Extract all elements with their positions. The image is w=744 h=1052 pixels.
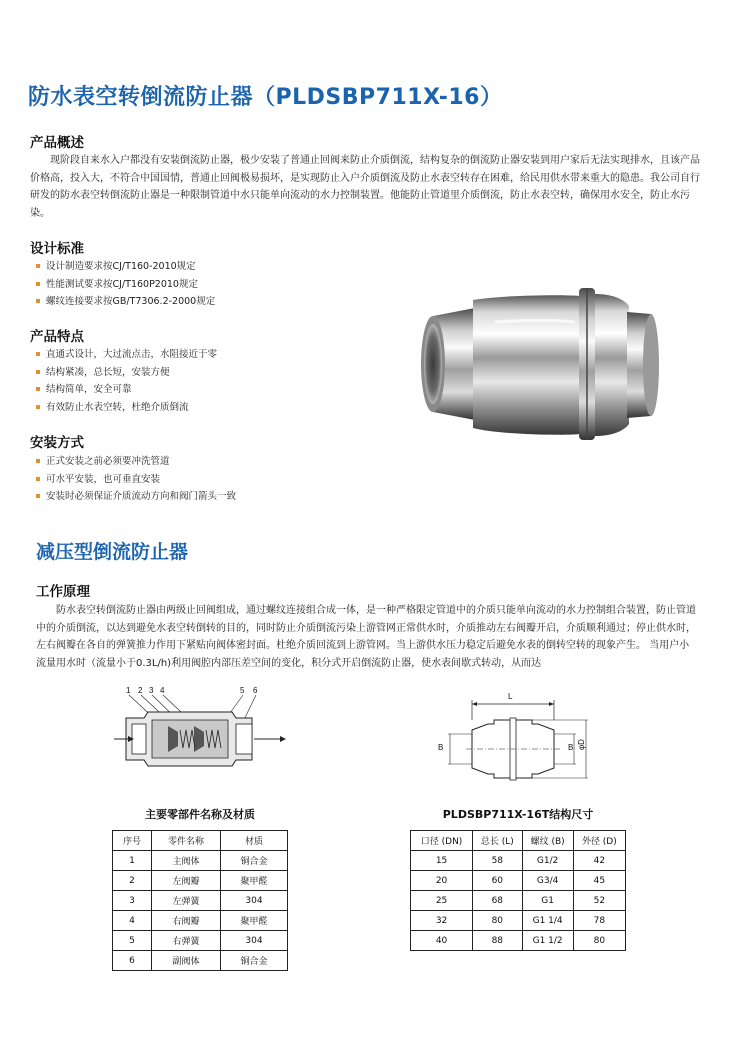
- bullet-icon: [36, 352, 40, 356]
- table-header: 口径 (DN): [411, 831, 473, 851]
- callout-label: 1: [126, 686, 131, 695]
- page-title: 防水表空转倒流防止器（PLDSBP711X-16）: [28, 85, 503, 110]
- table-row: 25 68 G1 52: [411, 891, 626, 911]
- callout-label: 4: [160, 686, 165, 695]
- list-item: 结构紧凑，总长短，安装方便: [36, 364, 217, 382]
- principle-text: 防水表空转倒流防止器由两级止回阀组成，通过螺纹连接组合成一体，是一种严格限定管道中的介质只能单向流动的水力控制组合装置，防止管道中的介质倒流，以达到避免水表空转倒转的目的，同时防止介质倒流污染上游管网正常供水时，介质推动左右阀瓣开启，介质顺利通过；停止供水时，左右阀瓣在各自的弹簧推力作用下紧贴向阀体密封面。杜绝介质回流到上游管网。当上游供水压力稳定后避免水表的倒转空转的现象产生。 当用户小流量用水时（流量小于0.3L/h)利用阀腔内部压差空间的变化，积分式开启倒流防止器，使水表间歇式转动，从而达: [36, 605, 696, 669]
- features-list: [36, 346, 217, 416]
- bullet-icon: [36, 477, 40, 481]
- valve-product-image: [405, 278, 673, 448]
- dimension-drawing: [436, 690, 592, 786]
- table-header: 总长 (L): [473, 831, 522, 851]
- bullet-icon: [36, 264, 40, 268]
- overview-heading: 产品概述: [30, 135, 84, 151]
- list-item: 安装时必须保证介质流动方向和阀门箭头一致: [36, 488, 236, 506]
- design-standard-heading: 设计标准: [30, 241, 84, 257]
- callout-label: 3: [149, 686, 154, 695]
- dim-label-D: φD: [577, 739, 586, 750]
- table-header: 序号: [113, 831, 152, 851]
- table-header-row: [411, 831, 626, 851]
- bullet-icon: [36, 282, 40, 286]
- table-row: 40 88 G1 1/2 80: [411, 931, 626, 951]
- list-item: 螺纹连接要求按GB/T7306.2-2000规定: [36, 293, 215, 311]
- table-header-row: [113, 831, 288, 851]
- cross-section-diagram: [112, 684, 290, 784]
- installation-list: [36, 453, 236, 506]
- callout-label: 5: [240, 686, 245, 695]
- section-title: 减压型倒流防止器: [36, 541, 189, 563]
- bullet-icon: [36, 299, 40, 303]
- overview-paragraph: [30, 152, 702, 222]
- table-row: 6 副阀体 铜合金: [113, 951, 288, 971]
- list-item: 可水平安装，也可垂直安装: [36, 471, 236, 489]
- callout-label: 2: [138, 686, 143, 695]
- parts-table-caption: 主要零部件名称及材质: [145, 808, 255, 821]
- table-row: 3 左弹簧 304: [113, 891, 288, 911]
- size-table: [410, 830, 626, 951]
- table-header: 外径 (D): [573, 831, 625, 851]
- bullet-icon: [36, 405, 40, 409]
- bullet-icon: [36, 494, 40, 498]
- table-row: 32 80 G1 1/4 78: [411, 911, 626, 931]
- list-item: 结构简单，安全可靠: [36, 381, 217, 399]
- list-item: 设计制造要求按CJ/T160-2010规定: [36, 258, 215, 276]
- table-row: 20 60 G3/4 45: [411, 871, 626, 891]
- bullet-icon: [36, 387, 40, 391]
- bullet-icon: [36, 459, 40, 463]
- dim-label-B-right: B: [568, 743, 574, 752]
- parts-table: [112, 830, 288, 971]
- principle-heading: 工作原理: [36, 584, 90, 600]
- overview-text: 现阶段自来水入户都没有安装倒流防止器，极少安装了普通止回阀来防止介质倒流，结构复杂的倒流防止器安装到用户家后无法实现排水，且该产品价格高，投入大，不符合中国国情，普通止回阀极易损坏，是实现防止入户介质倒流及防止水表空转存在困难，给民用供水带来重大的隐患。我公司自行研发的防水表空转倒流防止器是一种限制管道中水只能单向流动的水力控制装置。他能防止管道里介质倒流，防止水表空转，确保用水安全，防止水污染。: [30, 155, 700, 219]
- list-item: 性能测试要求按CJ/T160P2010规定: [36, 276, 215, 294]
- table-row: 5 右弹簧 304: [113, 931, 288, 951]
- list-item: 有效防止水表空转，杜绝介质倒流: [36, 399, 217, 417]
- table-header: 零件名称: [152, 831, 221, 851]
- features-heading: 产品特点: [30, 329, 84, 345]
- principle-paragraph: [36, 602, 696, 672]
- table-row: 4 右阀瓣 聚甲醛: [113, 911, 288, 931]
- table-row: 2 左阀瓣 聚甲醛: [113, 871, 288, 891]
- list-item: 直通式设计，大过流点击，水阻接近于零: [36, 346, 217, 364]
- size-table-caption: PLDSBP711X-16T结构尺寸: [442, 808, 594, 821]
- callout-label: 6: [253, 686, 258, 695]
- table-header: 螺纹 (B): [522, 831, 573, 851]
- design-standard-list: [36, 258, 215, 311]
- installation-heading: 安装方式: [30, 435, 84, 451]
- table-row: 1 主阀体 铜合金: [113, 851, 288, 871]
- list-item: 正式安装之前必须要冲洗管道: [36, 453, 236, 471]
- bullet-icon: [36, 370, 40, 374]
- table-header: 材质: [221, 831, 288, 851]
- dim-label-L: L: [508, 692, 513, 701]
- table-row: 15 58 G1/2 42: [411, 851, 626, 871]
- dim-label-B-left: B: [438, 743, 444, 752]
